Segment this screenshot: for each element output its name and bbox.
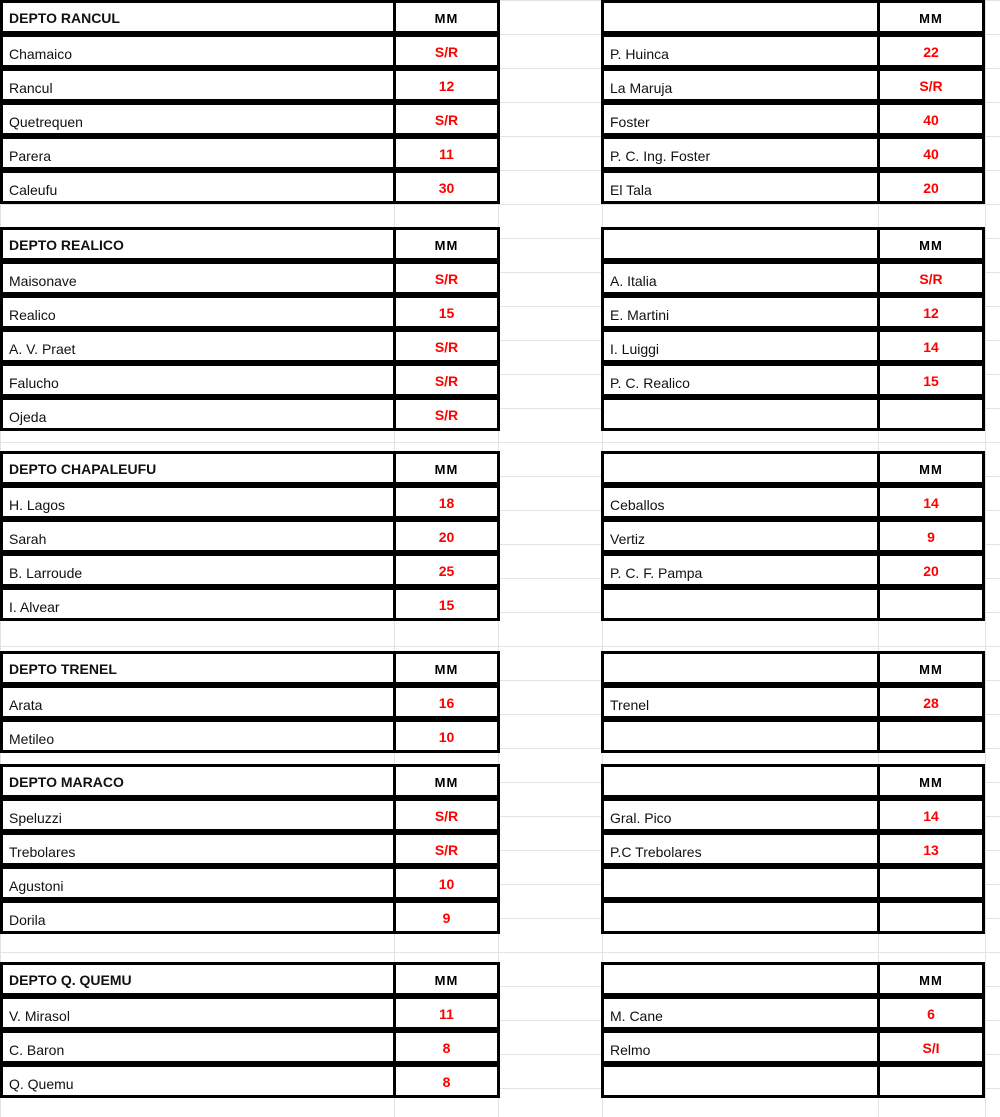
locality-name[interactable]: I. Alvear	[0, 587, 396, 621]
locality-name[interactable]: Realico	[0, 295, 396, 329]
rainfall-value[interactable]: 16	[393, 685, 500, 719]
locality-name[interactable]: Trenel	[601, 685, 881, 719]
locality-name[interactable]: A. V. Praet	[0, 329, 396, 363]
rainfall-value[interactable]: 14	[877, 485, 985, 519]
rainfall-value[interactable]: 22	[877, 34, 985, 68]
rainfall-value[interactable]: 40	[877, 102, 985, 136]
rainfall-value[interactable]: S/R	[393, 329, 500, 363]
locality-name[interactable]: Metileo	[0, 719, 396, 753]
table-row	[0, 1030, 1000, 1064]
locality-name[interactable]: Foster	[601, 102, 881, 136]
table-row	[0, 102, 1000, 136]
locality-name[interactable]: Parera	[0, 136, 396, 170]
right-header-blank[interactable]	[601, 451, 881, 485]
table-row	[0, 832, 1000, 866]
locality-name[interactable]: Sarah	[0, 519, 396, 553]
locality-name[interactable]: Vertiz	[601, 519, 881, 553]
locality-name[interactable]: B. Larroude	[0, 553, 396, 587]
right-header-blank[interactable]	[601, 651, 881, 685]
mm-header-left[interactable]: MM	[393, 451, 500, 485]
mm-header-right[interactable]: MM	[877, 651, 985, 685]
rainfall-value[interactable]: 9	[393, 900, 500, 934]
locality-name[interactable]: M. Cane	[601, 996, 881, 1030]
table-row	[0, 136, 1000, 170]
department-title[interactable]: DEPTO TRENEL	[0, 651, 396, 685]
section-header-row	[0, 962, 1000, 996]
table-row	[0, 685, 1000, 719]
table-row	[0, 397, 1000, 431]
locality-name[interactable]: Caleufu	[0, 170, 396, 204]
locality-name[interactable]: Arata	[0, 685, 396, 719]
locality-name[interactable]: Agustoni	[0, 866, 396, 900]
table-row	[0, 900, 1000, 934]
right-header-blank[interactable]	[601, 0, 881, 34]
locality-name[interactable]: Maisonave	[0, 261, 396, 295]
right-header-blank[interactable]	[601, 764, 881, 798]
rainfall-value[interactable]: 20	[393, 519, 500, 553]
rainfall-value[interactable]: 11	[393, 996, 500, 1030]
locality-name[interactable]: Speluzzi	[0, 798, 396, 832]
department-title[interactable]: DEPTO MARACO	[0, 764, 396, 798]
locality-name[interactable]: P. C. F. Pampa	[601, 553, 881, 587]
rainfall-value[interactable]: 28	[877, 685, 985, 719]
mm-header-left[interactable]: MM	[393, 651, 500, 685]
locality-name[interactable]: Falucho	[0, 363, 396, 397]
rainfall-value[interactable]: 15	[877, 363, 985, 397]
locality-name[interactable]: El Tala	[601, 170, 881, 204]
locality-name[interactable]	[601, 900, 881, 934]
locality-name[interactable]: Rancul	[0, 68, 396, 102]
rainfall-value[interactable]: 12	[393, 68, 500, 102]
locality-name[interactable]: H. Lagos	[0, 485, 396, 519]
locality-name[interactable]: V. Mirasol	[0, 996, 396, 1030]
rainfall-value[interactable]: 9	[877, 519, 985, 553]
table-row	[0, 1064, 1000, 1098]
locality-name[interactable]: P. Huinca	[601, 34, 881, 68]
rainfall-value[interactable]: 11	[393, 136, 500, 170]
department-title[interactable]: DEPTO CHAPALEUFU	[0, 451, 396, 485]
rainfall-value[interactable]	[877, 397, 985, 431]
table-row	[0, 553, 1000, 587]
locality-name[interactable]: Chamaico	[0, 34, 396, 68]
rainfall-value[interactable]: S/R	[877, 261, 985, 295]
mm-header-right[interactable]: MM	[877, 451, 985, 485]
locality-name[interactable]: P.C Trebolares	[601, 832, 881, 866]
locality-name[interactable]: Ojeda	[0, 397, 396, 431]
locality-name[interactable]: P. C. Ing. Foster	[601, 136, 881, 170]
table-row	[0, 170, 1000, 204]
locality-name[interactable]: Ceballos	[601, 485, 881, 519]
right-header-blank[interactable]	[601, 962, 881, 996]
rainfall-value[interactable]: S/R	[393, 261, 500, 295]
rainfall-value[interactable]: S/R	[393, 397, 500, 431]
locality-name[interactable]	[601, 587, 881, 621]
table-row	[0, 719, 1000, 753]
locality-name[interactable]	[601, 866, 881, 900]
rainfall-value[interactable]: 14	[877, 798, 985, 832]
table-row	[0, 68, 1000, 102]
mm-header-left[interactable]: MM	[393, 227, 500, 261]
right-header-blank[interactable]	[601, 227, 881, 261]
locality-name[interactable]: Trebolares	[0, 832, 396, 866]
rainfall-value[interactable]: S/R	[393, 832, 500, 866]
mm-header-left[interactable]: MM	[393, 962, 500, 996]
locality-name[interactable]: C. Baron	[0, 1030, 396, 1064]
department-title[interactable]: DEPTO Q. QUEMU	[0, 962, 396, 996]
table-row	[0, 34, 1000, 68]
rainfall-value[interactable]: 12	[877, 295, 985, 329]
table-row	[0, 798, 1000, 832]
rainfall-value[interactable]: 20	[877, 553, 985, 587]
rainfall-value[interactable]: S/R	[393, 363, 500, 397]
table-row	[0, 866, 1000, 900]
section-header-row	[0, 651, 1000, 685]
rainfall-value[interactable]: 8	[393, 1030, 500, 1064]
rainfall-value[interactable]	[877, 866, 985, 900]
rainfall-value[interactable]: 13	[877, 832, 985, 866]
section-header-row	[0, 764, 1000, 798]
mm-header-left[interactable]: MM	[393, 764, 500, 798]
locality-name[interactable]: P. C. Realico	[601, 363, 881, 397]
locality-name[interactable]: Q. Quemu	[0, 1064, 396, 1098]
table-row	[0, 996, 1000, 1030]
mm-header-right[interactable]: MM	[877, 227, 985, 261]
department-title[interactable]: DEPTO REALICO	[0, 227, 396, 261]
section-header-row	[0, 0, 1000, 34]
table-row	[0, 519, 1000, 553]
locality-name[interactable]	[601, 1064, 881, 1098]
locality-name[interactable]: E. Martini	[601, 295, 881, 329]
rainfall-value[interactable]	[877, 719, 985, 753]
table-row	[0, 329, 1000, 363]
rainfall-value[interactable]	[877, 900, 985, 934]
locality-name[interactable]: Dorila	[0, 900, 396, 934]
rainfall-value[interactable]: 20	[877, 170, 985, 204]
rainfall-value[interactable]: 14	[877, 329, 985, 363]
locality-name[interactable]: I. Luiggi	[601, 329, 881, 363]
rainfall-value[interactable]: 18	[393, 485, 500, 519]
rainfall-value[interactable]: S/R	[393, 102, 500, 136]
rainfall-value[interactable]: 6	[877, 996, 985, 1030]
rainfall-value[interactable]: S/I	[877, 1030, 985, 1064]
mm-header-right[interactable]: MM	[877, 764, 985, 798]
table-row	[0, 295, 1000, 329]
locality-name[interactable]: La Maruja	[601, 68, 881, 102]
table-row	[0, 587, 1000, 621]
locality-name[interactable]	[601, 397, 881, 431]
rainfall-value[interactable]: 10	[393, 866, 500, 900]
table-row	[0, 363, 1000, 397]
locality-name[interactable]: Quetrequen	[0, 102, 396, 136]
section-header-row	[0, 451, 1000, 485]
rainfall-value[interactable]: S/R	[393, 798, 500, 832]
locality-name[interactable]	[601, 719, 881, 753]
rainfall-value[interactable]: 25	[393, 553, 500, 587]
section-header-row	[0, 227, 1000, 261]
rainfall-value[interactable]: 40	[877, 136, 985, 170]
rainfall-value[interactable]: 8	[393, 1064, 500, 1098]
mm-header-left[interactable]: MM	[393, 0, 500, 34]
rainfall-value[interactable]: S/R	[877, 68, 985, 102]
table-row	[0, 261, 1000, 295]
mm-header-right[interactable]: MM	[877, 0, 985, 34]
rainfall-value[interactable]	[877, 1064, 985, 1098]
rainfall-value[interactable]: 10	[393, 719, 500, 753]
rainfall-value[interactable]	[877, 587, 985, 621]
department-title[interactable]: DEPTO RANCUL	[0, 0, 396, 34]
locality-name[interactable]: Gral. Pico	[601, 798, 881, 832]
rainfall-value[interactable]: 15	[393, 587, 500, 621]
locality-name[interactable]: Relmo	[601, 1030, 881, 1064]
rainfall-value[interactable]: 15	[393, 295, 500, 329]
rainfall-value[interactable]: S/R	[393, 34, 500, 68]
table-row	[0, 485, 1000, 519]
mm-header-right[interactable]: MM	[877, 962, 985, 996]
locality-name[interactable]: A. Italia	[601, 261, 881, 295]
rainfall-value[interactable]: 30	[393, 170, 500, 204]
